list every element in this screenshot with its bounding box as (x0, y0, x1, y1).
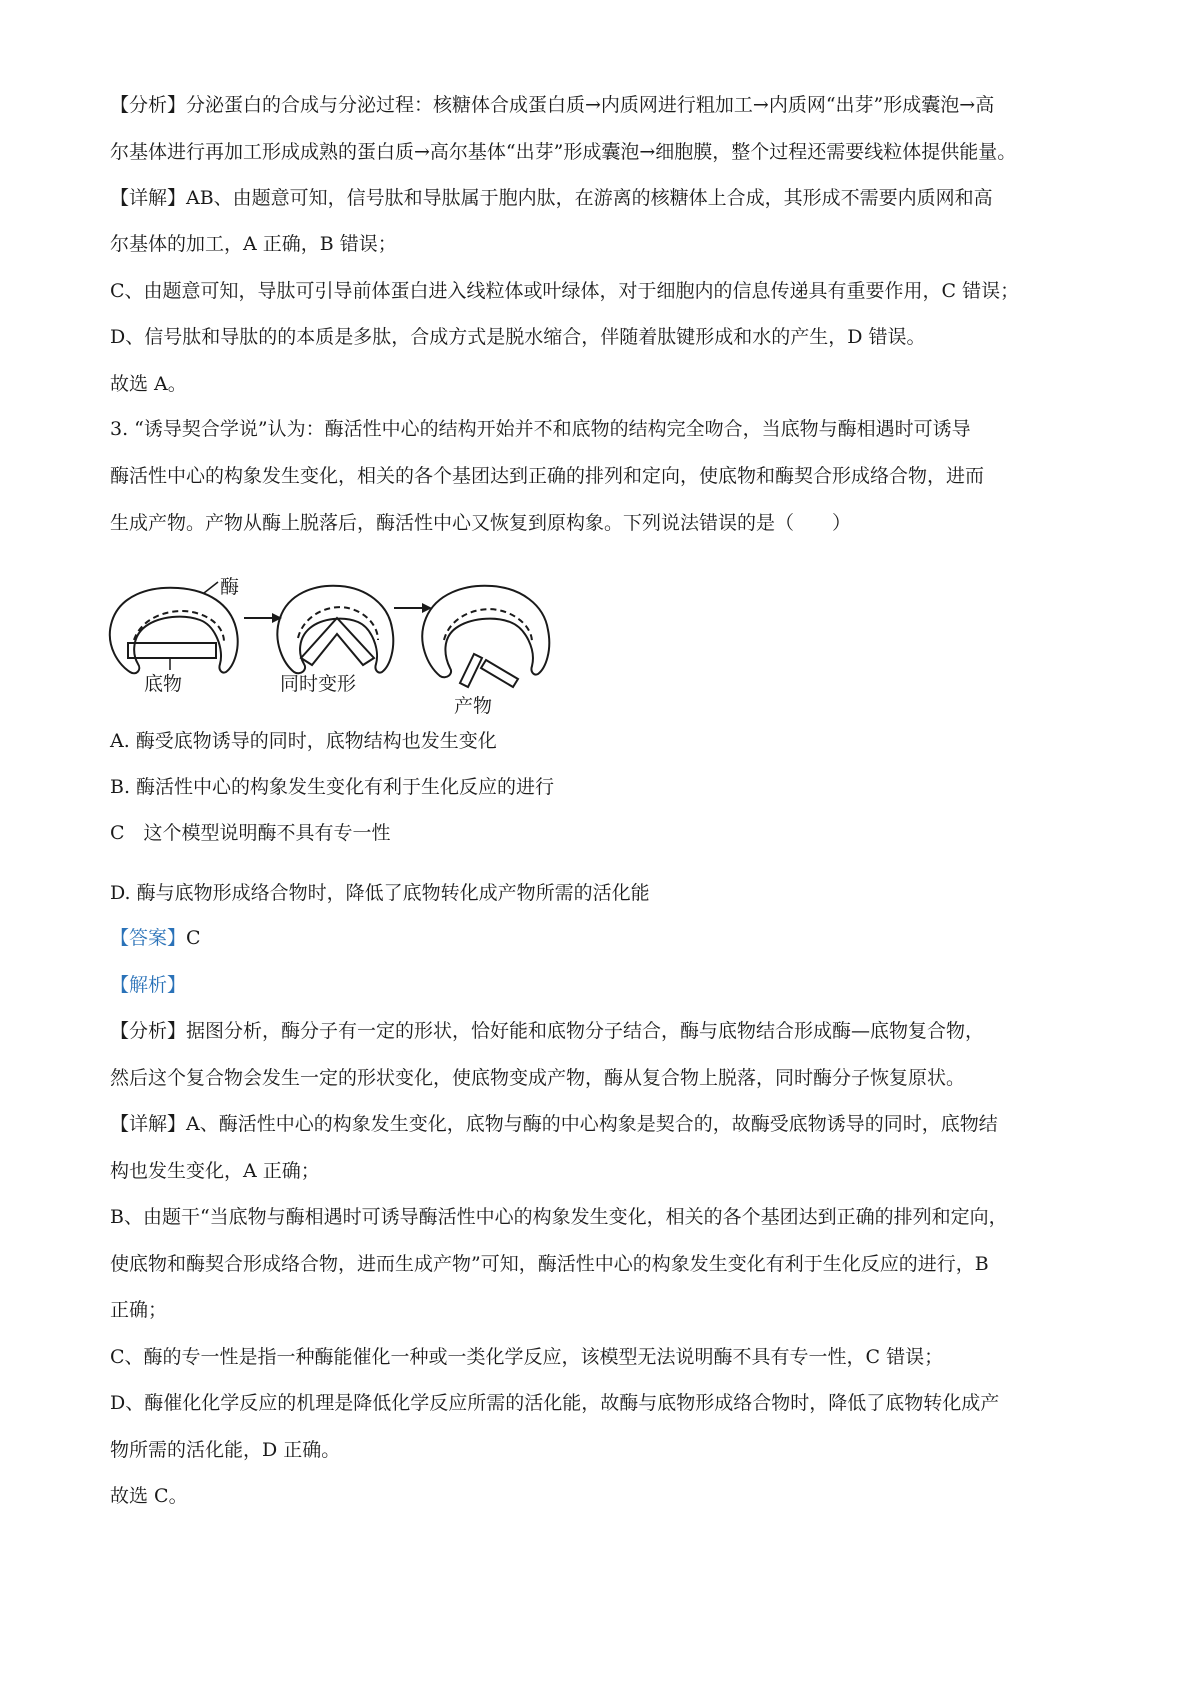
prev-detail-line-1: 【详解】AB、由题意可知，信号肽和导肽属于胞内肽，在游离的核糖体上合成，其形成不需要内质网和高 (110, 187, 993, 209)
explanation-label: 【解析】 (110, 974, 187, 996)
arrow-2 (394, 603, 432, 613)
analysis-line-1: 【分析】据图分析，酶分子有一定的形状，恰好能和底物分子结合，酶与底物结合形成酶—底物复合物， (110, 1020, 985, 1042)
detail-c: C、酶的专一性是指一种酶能催化一种或一类化学反应，该模型无法说明酶不具有专一性，C 错误； (110, 1346, 944, 1368)
detail-b-line-2: 使底物和酶契合形成络合物，进而生成产物”可知，酶活性中心的构象发生变化有利于生化反应的进行，B (110, 1253, 989, 1275)
option-b: B. 酶活性中心的构象发生变化有利于生化反应的进行 (110, 776, 555, 798)
product-piece-1 (460, 654, 482, 687)
final-choice: 故选 C。 (110, 1485, 188, 1507)
enzyme-shape-2 (277, 586, 393, 674)
prev-detail-line-2: 尔基体的加工，A 正确，B 错误； (110, 233, 397, 255)
option-a: A. 酶受底物诱导的同时，底物结构也发生变化 (110, 730, 497, 752)
question-3-line-2: 酶活性中心的构象发生变化，相关的各个基团达到正确的排列和定向，使底物和酶契合形成络合物，进而 (110, 465, 985, 487)
detail-b-line-1: B、由题干“当底物与酶相遇时可诱导酶活性中心的构象发生变化，相关的各个基团达到正确的排列和定向， (110, 1206, 1008, 1228)
option-c: C 这个模型说明酶不具有专一性 (110, 822, 391, 844)
prev-analysis-line-1: 【分析】分泌蛋白的合成与分泌过程：核糖体合成蛋白质→内质网进行粗加工→内质网“出芽”形成囊泡→高 (110, 94, 995, 116)
prev-detail-option-d: D、信号肽和导肽的的本质是多肽，合成方式是脱水缩合，伴随着肽键形成和水的产生，D 错误。 (110, 326, 926, 348)
enzyme-pointer (204, 582, 218, 593)
product-piece-2 (481, 660, 518, 687)
answer-line (110, 925, 1090, 952)
question-3-line-1: 3. “诱导契合学说”认为：酶活性中心的结构开始并不和底物的结构完全吻合，当底物与酶相遇时可诱导 (110, 418, 971, 440)
detail-a-line-2: 构也发生变化，A 正确； (110, 1160, 320, 1182)
label-change: 同时变形 (280, 673, 357, 695)
substrate-rect (128, 643, 216, 658)
prev-analysis-line-2: 尔基体进行再加工形成成熟的蛋白质→高尔基体“出芽”形成囊泡→细胞膜，整个过程还需要线粒体提供能量。 (110, 141, 1017, 163)
detail-a-line-1: 【详解】A、酶活性中心的构象发生变化，底物与酶的中心构象是契合的，故酶受底物诱导的同时，底物结 (110, 1113, 998, 1135)
detail-b-line-3: 正确； (110, 1299, 168, 1321)
option-d: D. 酶与底物形成络合物时，降低了底物转化成产物所需的活化能 (110, 882, 650, 904)
induced-fit-diagram (108, 576, 588, 726)
detail-d-line-2: 物所需的活化能，D 正确。 (110, 1439, 341, 1461)
label-substrate: 底物 (144, 673, 183, 695)
label-product: 产物 (454, 695, 493, 717)
answer-label: 【答案】 (110, 927, 187, 949)
prev-choose: 故选 A。 (110, 373, 187, 395)
arrow-1 (244, 613, 282, 623)
answer-value: C (186, 927, 201, 949)
detail-d-line-1: D、酶催化化学反应的机理是降低化学反应所需的活化能，故酶与底物形成络合物时，降低了底物转化成产 (110, 1392, 1000, 1414)
analysis-line-2: 然后这个复合物会发生一定的形状变化，使底物变成产物，酶从复合物上脱落，同时酶分子恢复原状。 (110, 1067, 966, 1089)
question-3-line-3: 生成产物。产物从酶上脱落后，酶活性中心又恢复到原构象。下列说法错误的是（ ） (110, 512, 852, 534)
enzyme-shape-1 (110, 588, 238, 674)
enzyme-shape-3 (422, 586, 549, 678)
label-enzyme: 酶 (220, 576, 240, 598)
prev-detail-option-c: C、由题意可知，导肽可引导前体蛋白进入线粒体或叶绿体，对于细胞内的信息传递具有重要作用，C 错误； (110, 280, 1020, 302)
